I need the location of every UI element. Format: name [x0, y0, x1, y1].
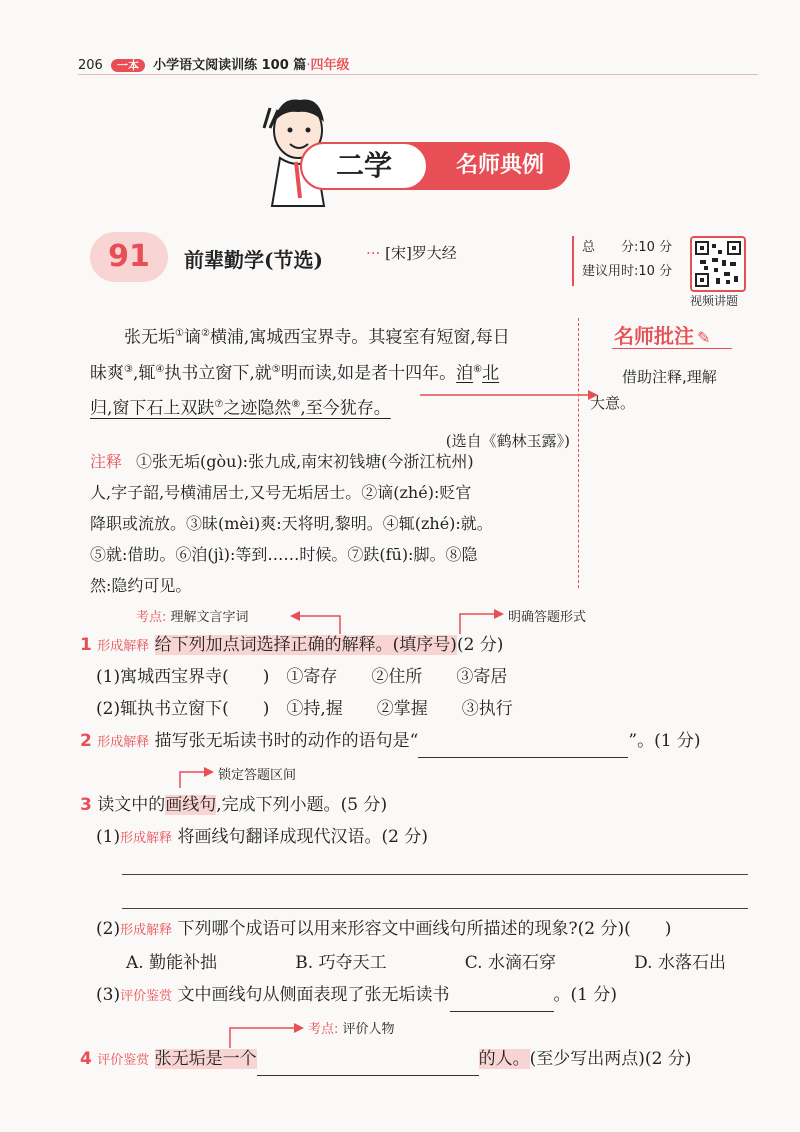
q1-item-2[interactable]: (2)辄执书立窗下( ) ①持,握 ②掌握 ③执行	[96, 699, 513, 719]
option-d[interactable]: D. 水落石出	[634, 953, 726, 973]
header-rule	[78, 74, 758, 75]
q2-number: 2	[80, 731, 92, 751]
side-note-rule	[612, 348, 732, 349]
score-value: 10 分	[638, 240, 673, 255]
side-note-title	[614, 320, 710, 349]
q2-end: ”。(1 分)	[628, 731, 701, 751]
time-label: 建议用时:	[582, 264, 639, 279]
notes-line-3: 降职或流放。③昧(mèi)爽:天将明,黎明。④辄(zhé):就。	[90, 514, 493, 533]
page-header	[78, 54, 349, 73]
p3a: 归,窗下石上双趺	[90, 398, 215, 419]
annotation-3-text: 锁定答题区间	[218, 768, 297, 783]
q3-sub-1	[96, 822, 428, 854]
arrow-icon	[420, 388, 600, 402]
side-divider	[578, 318, 579, 588]
q2-answer-blank[interactable]	[418, 740, 628, 758]
notes-line-2: 人,字子韶,号横浦居士,又号无垢居士。②谪(zhé):贬官	[90, 483, 472, 502]
q3-1-answer-line-2[interactable]	[122, 908, 748, 909]
q3-text-c: ,完成下列小题。(5 分)	[216, 795, 388, 815]
q4-tag: 评价鉴赏	[97, 1053, 150, 1068]
q1-item-1[interactable]: (1)寓城西宝界寺( ) ①寄存 ②住所 ③寄居	[96, 667, 508, 687]
article-number: 91	[90, 232, 168, 282]
score-label: 总 分:	[582, 240, 639, 255]
q4-text: 张无垢是一个	[154, 1049, 257, 1069]
q3-number: 3	[80, 795, 92, 815]
series-logo: 一本	[111, 59, 145, 72]
side-note-text	[622, 362, 717, 392]
annotation-kaodian-4	[308, 1018, 395, 1037]
q1-score: (2 分)	[456, 635, 504, 655]
page-number: 206	[78, 58, 103, 73]
q3-2-prefix: (2)	[96, 919, 121, 939]
q3-2-text: 下列哪个成语可以用来形容文中画线句所描述的现象?(2 分)( )	[177, 919, 672, 939]
q3-2-options	[126, 948, 726, 978]
p1c: 横浦,寓城西宝界寺。其寝室有短窗,每日	[209, 327, 510, 348]
question-4	[80, 1044, 780, 1076]
p3c: ,至今犹存。	[300, 398, 391, 419]
side-note-title-text: 名师批注	[614, 324, 694, 348]
annotation-arrow-3-icon	[176, 764, 216, 790]
q2-text: 描写张无垢读书时的动作的语句是“	[154, 731, 419, 751]
option-b[interactable]: B. 巧夺天工	[295, 953, 387, 973]
n3: ③	[124, 363, 133, 375]
article-author: [宋]罗大经	[385, 244, 457, 262]
p2c: 执书立窗下,就	[164, 363, 272, 384]
p2a: 昧爽	[90, 363, 124, 384]
n7: ⑦	[214, 399, 224, 411]
p2d: 明而读,如是者十四年。	[280, 363, 457, 384]
q4-answer-blank[interactable]	[257, 1058, 479, 1076]
p1a: 张无垢	[124, 327, 175, 348]
q3-3-tag: 评价鉴赏	[120, 989, 173, 1004]
passage-line-1	[90, 318, 570, 354]
notes	[90, 446, 570, 601]
q3-sub-3	[96, 980, 617, 1012]
p2e: 洎	[456, 363, 474, 384]
annotation-2-text: 明确答题形式	[508, 610, 587, 625]
question-2	[80, 726, 780, 758]
q3-3-prefix: (3)	[96, 985, 121, 1005]
q3-1-prefix: (1)	[96, 827, 121, 847]
p1b: 谪	[183, 327, 201, 348]
p2f: 北	[482, 363, 500, 384]
pen-icon: ✎	[697, 328, 711, 347]
header-dot: ·	[306, 58, 311, 73]
q4-mid: 的人。	[478, 1049, 530, 1069]
q4-number: 4	[80, 1049, 92, 1069]
n6: ⑥	[473, 363, 483, 375]
option-c[interactable]: C. 水滴石穿	[464, 953, 556, 973]
article-author-line	[366, 242, 457, 263]
banner-part1: 二学	[300, 142, 428, 190]
passage-source: (选自《鹤林玉露》)	[445, 431, 570, 450]
q3-text-a: 读文中的	[97, 795, 166, 815]
notes-label: 注释	[90, 452, 123, 471]
option-a[interactable]: A. 勤能补拙	[126, 953, 218, 973]
q4-end: (至少写出两点)(2 分)	[529, 1049, 692, 1069]
side-note-text-2: 大意。	[590, 394, 636, 412]
q3-text-b: 画线句	[165, 795, 217, 815]
q3-3-end: 。(1 分)	[553, 985, 617, 1005]
time-value: 10 分	[638, 264, 673, 279]
annotation-1-label: 考点:	[136, 610, 167, 625]
n1: ①	[175, 328, 184, 339]
q3-3-answer-blank[interactable]	[450, 994, 554, 1012]
q3-sub-2	[96, 914, 756, 946]
p2b: ,辄	[132, 363, 156, 384]
notes-line-5: 然:隐约可见。	[90, 576, 192, 595]
annotation-4-text: 评价人物	[342, 1022, 395, 1037]
n2: ②	[200, 328, 210, 339]
q3-1-tag: 形成解释	[120, 831, 173, 846]
notes-line-1: ①张无垢(gòu):张九成,南宋初钱塘(今浙江杭州)	[136, 452, 474, 471]
annotation-1-text: 理解文言字词	[170, 610, 249, 625]
q1-tag: 形成解释	[97, 639, 150, 654]
author-dots: ···	[366, 244, 381, 262]
n4: ④	[155, 363, 165, 375]
q3-3-text: 文中画线句从侧面表现了张无垢读书	[177, 985, 450, 1005]
question-3	[80, 790, 387, 820]
annotation-4-label: 考点:	[308, 1022, 339, 1037]
p3b: 之迹隐然	[223, 398, 292, 419]
annotation-kaodian-1	[136, 606, 249, 625]
n5: ⑤	[271, 363, 281, 375]
q2-tag: 形成解释	[97, 735, 150, 750]
question-1	[80, 630, 760, 662]
q1-text: 给下列加点词选择正确的解释。	[154, 635, 393, 655]
q1-number: 1	[80, 635, 92, 655]
side-note-text-1: 借助注释,理解	[622, 368, 717, 386]
q1-form: (填序号)	[392, 635, 457, 655]
q3-1-answer-line-1[interactable]	[122, 874, 748, 875]
passage-line-2	[90, 354, 570, 390]
qr-code-icon	[694, 240, 742, 288]
qr-code[interactable]	[690, 236, 746, 292]
notes-line-4: ⑤就:借助。⑥洎(jì):等到……时候。⑦趺(fū):脚。⑧隐	[90, 545, 478, 564]
series-title: 小学语文阅读训练 100 篇	[153, 58, 307, 73]
n8: ⑧	[291, 399, 301, 411]
banner-part2: 名师典例	[455, 153, 544, 178]
article-title: 前辈勤学(节选)	[184, 248, 323, 272]
grade-label: 四年级	[310, 58, 350, 73]
score-box	[572, 236, 692, 286]
q3-1-text: 将画线句翻译成现代汉语。(2 分)	[177, 827, 428, 847]
q3-2-tag: 形成解释	[120, 923, 173, 938]
video-label[interactable]: 视频讲题	[690, 294, 739, 308]
